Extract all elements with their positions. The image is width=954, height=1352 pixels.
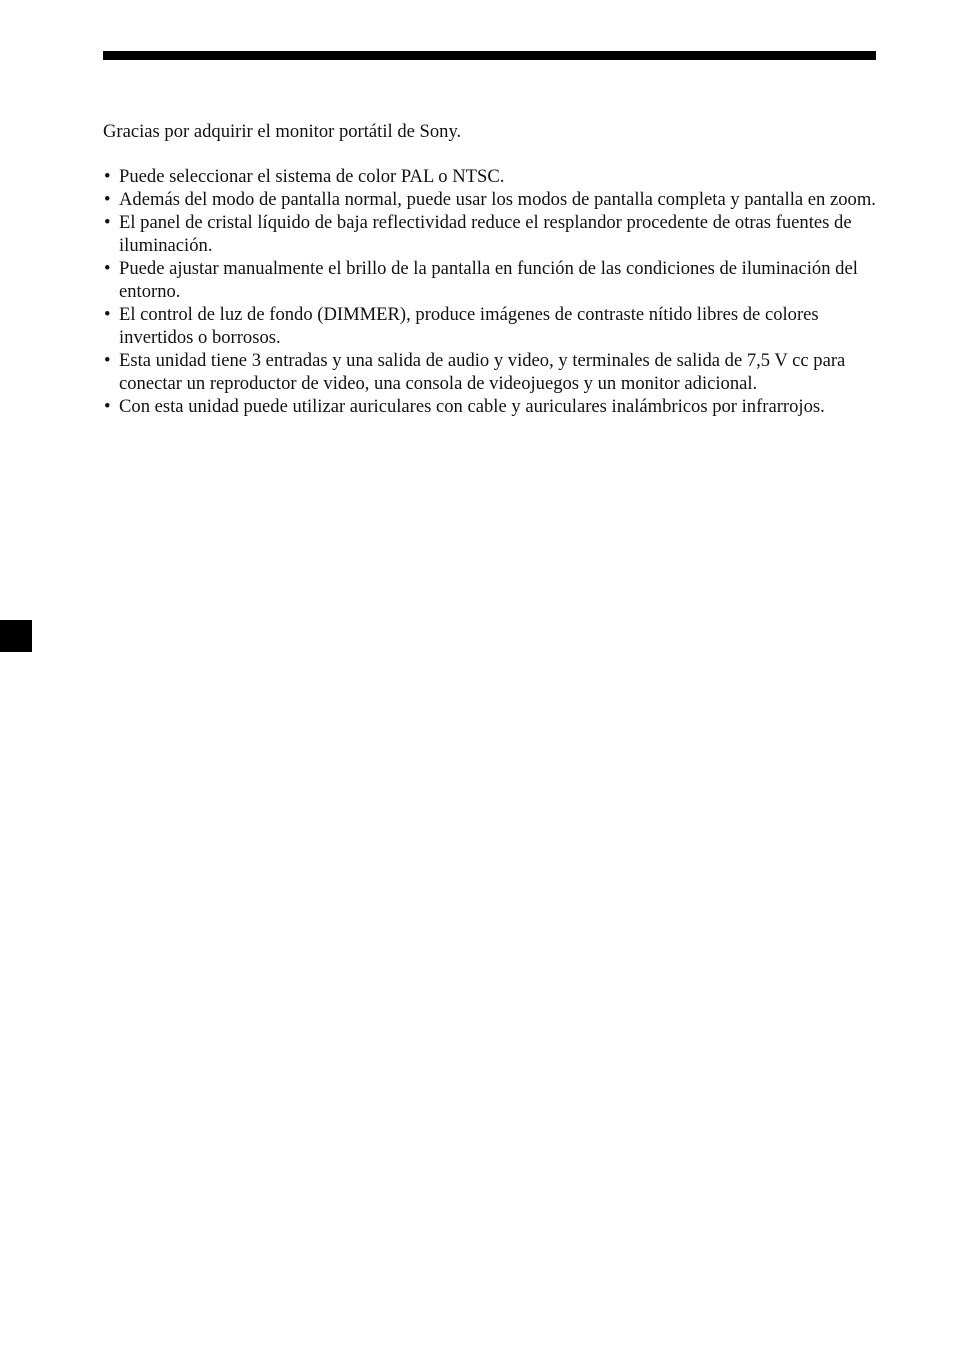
feature-item bbox=[103, 188, 876, 211]
feature-text: Con esta unidad puede utilizar auriculares con cable y auriculares inalámbricos por infrarrojos. bbox=[119, 396, 825, 417]
bullet-icon: • bbox=[104, 258, 111, 279]
bullet-icon: • bbox=[104, 166, 111, 187]
feature-text: El panel de cristal líquido de baja reflectividad reduce el resplandor procedente de otras fuentes de iluminación. bbox=[119, 212, 852, 256]
feature-text: Puede ajustar manualmente el brillo de la pantalla en función de las condiciones de iluminación del entorno. bbox=[119, 258, 858, 302]
bullet-icon: • bbox=[104, 212, 111, 233]
intro-paragraph: Gracias por adquirir el monitor portátil de Sony. bbox=[103, 121, 462, 142]
feature-item bbox=[103, 395, 876, 418]
bullet-icon: • bbox=[104, 189, 111, 210]
bullet-icon: • bbox=[104, 396, 111, 417]
header-rule bbox=[103, 51, 876, 60]
feature-text: Puede seleccionar el sistema de color PAL o NTSC. bbox=[119, 166, 505, 187]
feature-item bbox=[103, 257, 876, 303]
page-content bbox=[103, 120, 876, 418]
feature-text: El control de luz de fondo (DIMMER), produce imágenes de contraste nítido libres de colores invertidos o borrosos. bbox=[119, 304, 819, 348]
bullet-icon: • bbox=[104, 304, 111, 325]
feature-text: Además del modo de pantalla normal, puede usar los modos de pantalla completa y pantalla en zoom. bbox=[119, 189, 876, 210]
section-tab-marker bbox=[0, 620, 32, 652]
feature-list bbox=[103, 165, 876, 418]
feature-item bbox=[103, 211, 876, 257]
feature-item bbox=[103, 165, 876, 188]
feature-item bbox=[103, 303, 876, 349]
feature-text: Esta unidad tiene 3 entradas y una salida de audio y video, y terminales de salida de 7,5 V cc para conectar un reproductor de video, una consola de videojuegos y un monitor adicional. bbox=[119, 350, 846, 394]
feature-item bbox=[103, 349, 876, 395]
bullet-icon: • bbox=[104, 350, 111, 371]
